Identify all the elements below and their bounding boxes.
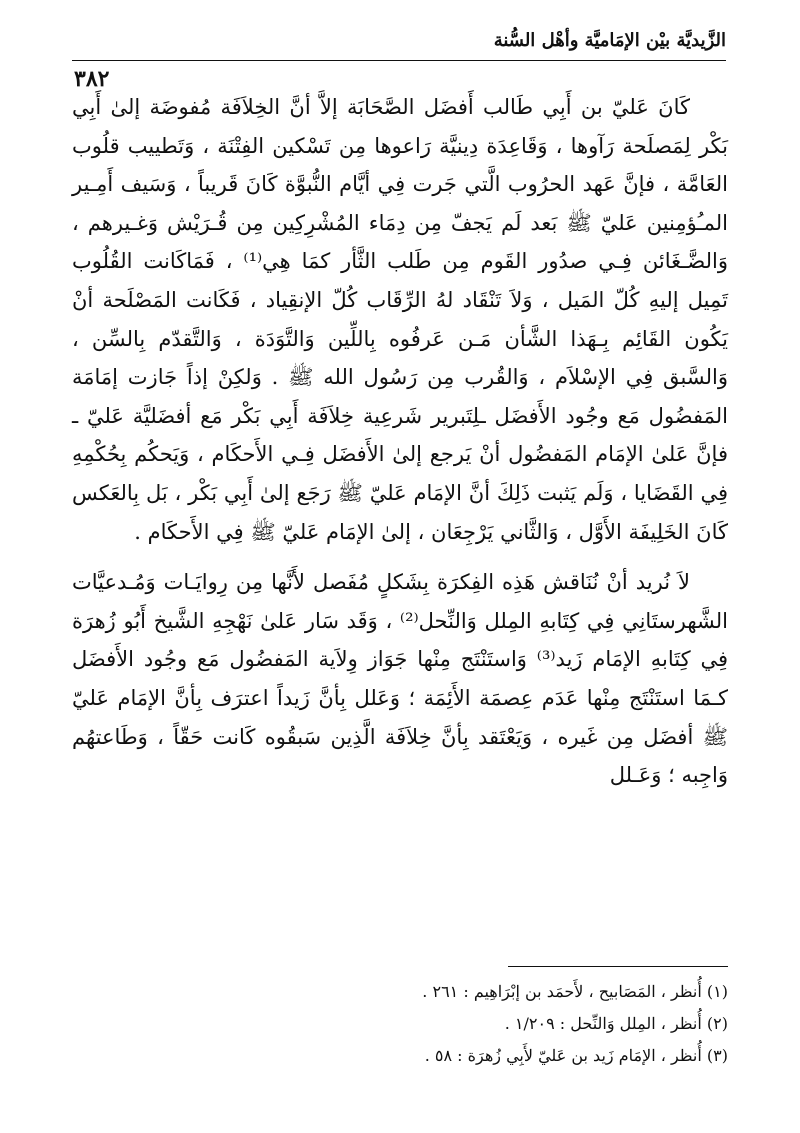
footnote-2: (٢) أُنظر ، المِلل وَالنِّحل : ١/٢٠٩ . <box>504 1014 728 1033</box>
paragraph-1: كَانَ عَليّ بن أَبِي طَالب أَفضَل الصَّحَابَة إلاَّ أنَّ الخِلاَفَة مُفوضَة إلىٰ أَبِي بَكْر لِمَصلَحة رَآوها ، وَقَاعِدَة دِينيَّة رَاعوها مِن تَسْكين الفِتْنَة ، وَتَطييب قلُوب العَامَّة ، فإنَّ عَهد الحرُوب الَّتي جَرت فِي أيَّام النُّبوَّة كَانَ قَريباً ، وَسَيف أَمِـير المـُؤمِنين عَليّ ﷺ بَعد لَم يَجفّ مِن دِمَاء المُشْرِكِين مِن قُـرَيْش وَغـيرهم ، وَالضَّـغَائن فِـي صدُور القَوم مِن طَلب الثَّأر كمَا هِي⁽¹⁾ ، فَمَاكَانت القُلُوب تَمِيل إليهِ كُلّ المَيل ، وَلاَ تَنْقَاد لهُ الرِّقَاب كُلّ الإنقِياد ، فَكَانت المَصْلَحة أنْ يَكُون القَائِم بِـهَذا الشَّأن مَـن عَرفُوه بِاللِّين وَالتَّوَدَة ، وَالتَّقدّم بِالسِّن ، وَالسَّبق فِي الإسْلاَم ، وَالقُرب مِن رَسُول الله ﷺ . وَلكِنْ إذاً جَازت إمَامَة المَفضُول مَع وجُود الأَفضَل ـلِتَبرير شَرعِية خِلاَفَة أَبِي بَكْر مَع أفضَليَّة عَليّ ـ فإنَّ عَلىٰ الإمَام المَفضُول أنْ يَرجع إلىٰ الأَفضَل فِـي الأَحكَام ، وَيَحكُم بِحُكْمِهِ فِي القَضَايا ، وَلَم يَثبت ذَلِكَ أنَّ الإمَام عَليّ ﷺ رَجَع إلىٰ أَبِي بَكْر ، بَل بِالعَكس كَانَ الخَلِيفَة الأَوَّل ، وَالثَّاني يَرْجِعَان ، إلىٰ الإمَام عَليّ ﷺ فِي الأَحكَام . <box>72 95 728 544</box>
footnotes <box>72 976 728 1072</box>
footnote-rule <box>508 966 728 967</box>
running-header <box>72 22 726 92</box>
page-number: ٣٨٢ <box>74 66 110 92</box>
footnote-3: (٣) أُنظر ، الإمَام زَيد بن عَليّ لأَبِي زُهرَة : ٥٨ . <box>424 1046 728 1065</box>
paragraph-2: لاَ نُريد أنْ نُنَاقش هَذِه الفِكرَة بِشَكلٍ مُفَصل لأَنَّها مِن رِوايَـات وَمُـدعيَّات الشَّهرستَانِي فِي كِتَابهِ المِلل وَالنِّحل⁽²⁾ ، وَقَد سَار عَلىٰ نَهْجِهِ الشَّيخ أَبُو زُهرَة فِي كِتَابهِ الإمَام زَيد⁽³⁾ وَاستَنْتَج مِنْها جَوَاز وِلاَية المَفضُول مَع وجُود الأَفضَل كـمَا استَنْتَج مِنْها عَدَم عِصمَة الأَئِمَة ؛ وَعَلل بِأنَّ زَيداً اعترَف بِأنَّ الإمَام عَليّ ﷺ أفضَل مِن غَيره ، وَيَعْتَقد بِأنَّ خِلاَفَة الَّذِين سَبقُوه كَانت حَقّاً ، وَطَاعتهُم وَاجِبه ؛ وَعَـلل <box>72 570 729 788</box>
header-rule <box>72 60 726 61</box>
footnote-1: (١) أُنظر ، المَصَابيح ، لأَحمَد بن إبْرَاهِيم : ٢٦١ . <box>422 982 728 1001</box>
header-title: الزَّيديَّة بيْن الإمَاميَّة وأهْل السُّنة <box>493 30 726 51</box>
body-text <box>72 88 728 795</box>
